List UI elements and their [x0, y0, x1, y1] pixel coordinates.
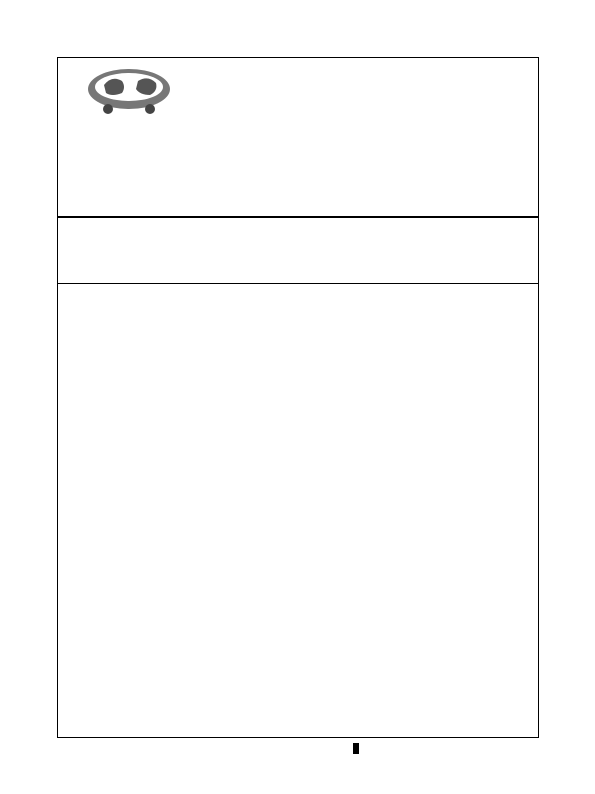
- slogan: [58, 222, 538, 236]
- bus-logo-icon: [86, 65, 172, 115]
- page-frame: [57, 57, 539, 738]
- quote-section: [58, 216, 538, 738]
- edition-badge: [353, 743, 359, 754]
- banner: [58, 58, 538, 122]
- qr-code-icon: [452, 122, 504, 174]
- tour-table: [58, 283, 538, 740]
- footer-edition: [353, 743, 363, 754]
